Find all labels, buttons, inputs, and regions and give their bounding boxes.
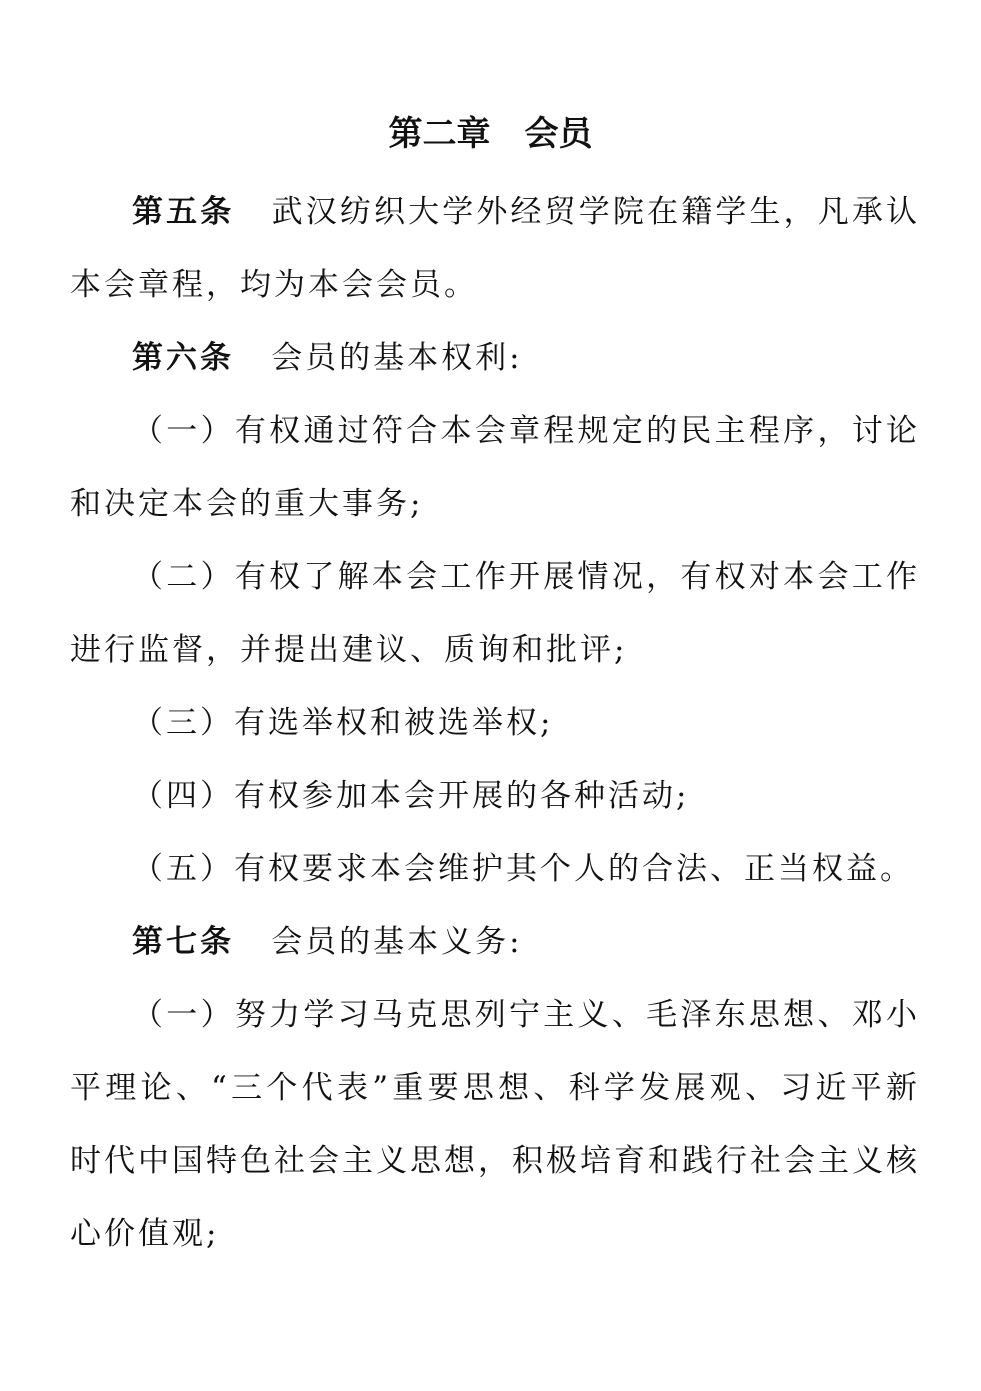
article-label: 第六条 xyxy=(132,340,234,376)
article-6-item-3: （三）有选举权和被选举权; xyxy=(132,705,554,741)
article-5 xyxy=(70,176,920,322)
article-text: 会员的基本义务: xyxy=(271,924,523,960)
article-text: 武汉纺织大学外经贸学院在籍学生，凡承认本会章程，均为本会会员。 xyxy=(70,194,921,303)
article-6-item-2: （二）有权了解本会工作开展情况，有权对本会工作进行监督，并提出建议、质询和批评; xyxy=(70,559,920,668)
article-6-item-5: （五）有权要求本会维护其个人的合法、正当权益。 xyxy=(132,851,914,887)
document-body xyxy=(70,176,920,1271)
article-6-item-1: （一）有权通过符合本会章程规定的民主程序，讨论和决定本会的重大事务; xyxy=(70,413,920,522)
article-7-item-1: （一）努力学习马克思列宁主义、毛泽东思想、邓小平理论、“三个代表”重要思想、科学发展观、习近平新时代中国特色社会主义思想，积极培育和践行社会主义核心价值观; xyxy=(70,997,920,1252)
article-6-item-4: （四）有权参加本会开展的各种活动; xyxy=(132,778,690,814)
article-text: 会员的基本权利: xyxy=(271,340,523,376)
article-7 xyxy=(70,906,920,979)
article-label: 第七条 xyxy=(132,924,234,960)
article-label: 第五条 xyxy=(132,194,235,230)
article-6 xyxy=(70,322,920,395)
chapter-title: 第二章 会员 xyxy=(388,114,593,154)
